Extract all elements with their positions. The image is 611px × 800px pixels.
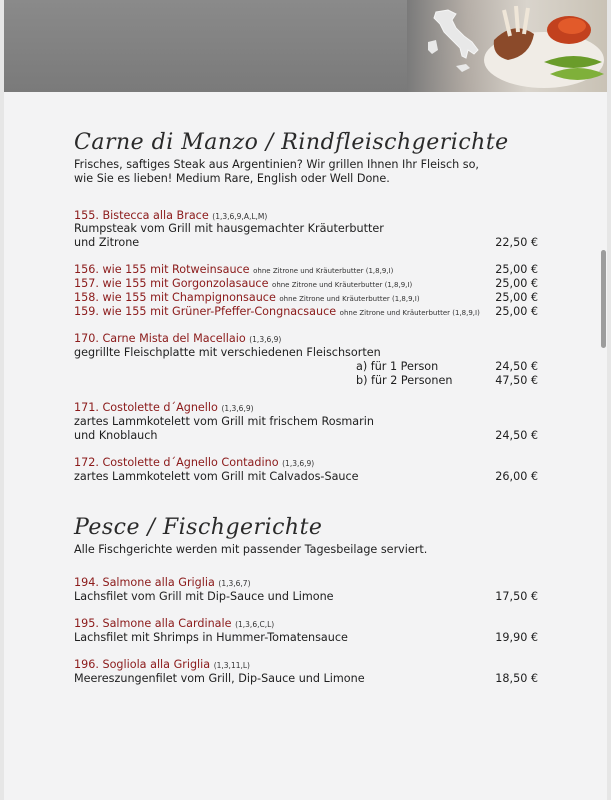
scrollbar-thumb[interactable] [601, 250, 606, 348]
dish-note: ohne Zitrone und Kräuterbutter (1,8,9,I) [272, 281, 413, 289]
dish-name: 156. wie 155 mit Rotweinsauce [74, 263, 250, 276]
menu-item-title [74, 456, 314, 471]
dish-description: Meereszungenfilet vom Grill, Dip-Sauce und Limone [74, 672, 365, 685]
allergen-codes: (1,3,6,9) [249, 335, 282, 344]
dish-description: gegrillte Fleischplatte mit verschiedenen Fleischsorten [74, 346, 381, 359]
section-intro-line: Frisches, saftiges Steak aus Argentinien? Wir grillen Ihnen Ihr Fleisch so, [74, 158, 479, 171]
dish-price: 24,50 € [495, 429, 538, 442]
allergen-codes: (1,3,11,L) [213, 661, 250, 670]
dish-name: 155. Bistecca alla Brace [74, 209, 209, 222]
dish-name: 172. Costolette d´Agnello Contadino [74, 456, 279, 469]
dish-description: Lachsfilet mit Shrimps in Hummer-Tomatensauce [74, 631, 348, 644]
dish-note: ohne Zitrone und Kräuterbutter (1,8,9,I) [253, 267, 394, 275]
section-intro-line: wie Sie es lieben! Medium Rare, English oder Well Done. [74, 172, 390, 185]
dish-name: 157. wie 155 mit Gorgonzolasauce [74, 277, 269, 290]
header-banner [4, 0, 607, 92]
menu-item-title [74, 617, 274, 632]
dish-name: 194. Salmone alla Griglia [74, 576, 215, 589]
allergen-codes: (1,3,6,9) [282, 459, 315, 468]
section-title-fish: Pesce / Fischgerichte [74, 515, 323, 540]
dish-description: und Zitrone [74, 236, 140, 249]
dish-name: 170. Carne Mista del Macellaio [74, 332, 246, 345]
lamb-dish-icon [474, 0, 607, 92]
dish-price: 25,00 € [495, 263, 538, 276]
allergen-codes: (1,3,6,9) [221, 404, 254, 413]
dish-price: 25,00 € [495, 291, 538, 304]
dish-price: 22,50 € [495, 236, 538, 249]
allergen-codes: (1,3,6,C,L) [235, 620, 275, 629]
dish-price: 18,50 € [495, 672, 538, 685]
dish-price: 25,00 € [495, 277, 538, 290]
menu-item-title [74, 658, 250, 673]
section-title-meat: Carne di Manzo / Rindfleischgerichte [74, 130, 509, 155]
dish-name: 158. wie 155 mit Champignonsauce [74, 291, 276, 304]
dish-price: 25,00 € [495, 305, 538, 318]
dish-note: ohne Zitrone und Kräuterbutter (1,8,9,I) [339, 309, 480, 317]
menu-item-title [74, 576, 251, 591]
dish-price: 47,50 € [495, 374, 538, 387]
menu-item-title [74, 263, 393, 278]
allergen-codes: (1,3,6,7) [218, 579, 251, 588]
dish-name: 196. Sogliola alla Griglia [74, 658, 211, 671]
dish-description: zartes Lammkotelett vom Grill mit frischem Rosmarin [74, 415, 374, 428]
menu-item-title [74, 291, 420, 306]
dish-description: zartes Lammkotelett vom Grill mit Calvados-Sauce [74, 470, 359, 483]
menu-item-title [74, 305, 480, 320]
allergen-codes: (1,3,6,9,A,L,M) [212, 212, 268, 221]
portion-option: b) für 2 Personen [356, 374, 453, 387]
dish-description: Lachsfilet vom Grill mit Dip-Sauce und Limone [74, 590, 334, 603]
dish-price: 24,50 € [495, 360, 538, 373]
menu-item-title [74, 277, 412, 292]
menu-item-title [74, 332, 281, 347]
portion-option: a) für 1 Person [356, 360, 439, 373]
dish-note: ohne Zitrone und Kräuterbutter (1,8,9,I) [279, 295, 420, 303]
dish-name: 171. Costolette d´Agnello [74, 401, 218, 414]
dish-name: 195. Salmone alla Cardinale [74, 617, 232, 630]
dish-price: 19,90 € [495, 631, 538, 644]
dish-description: und Knoblauch [74, 429, 158, 442]
italy-map-icon [422, 6, 482, 76]
dish-name: 159. wie 155 mit Grüner-Pfeffer-Congnacsauce [74, 305, 337, 318]
menu-item-title [74, 401, 254, 416]
dish-price: 26,00 € [495, 470, 538, 483]
dish-price: 17,50 € [495, 590, 538, 603]
section-intro-line: Alle Fischgerichte werden mit passender Tagesbeilage serviert. [74, 543, 428, 556]
dish-description: Rumpsteak vom Grill mit hausgemachter Kräuterbutter [74, 222, 384, 235]
